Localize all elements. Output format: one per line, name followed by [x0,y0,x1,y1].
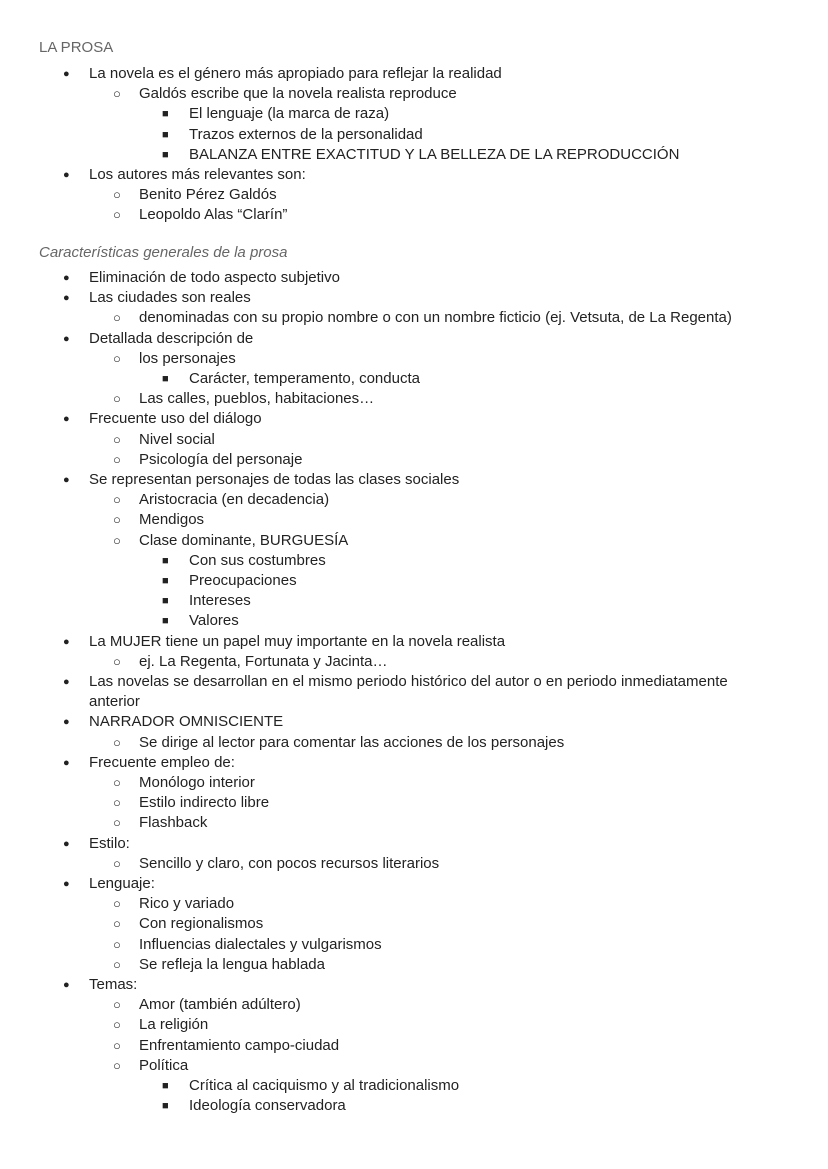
bullet-icon: ○ [113,350,121,366]
list-item-text: NARRADOR OMNISCIENTE [89,713,284,731]
list-item [113,389,375,409]
list-item [162,125,423,145]
list-item [63,409,262,429]
bullet-icon: ○ [113,815,121,831]
bullet-icon: ○ [113,451,121,467]
bullet-icon: ○ [113,653,121,669]
bullet-icon: ○ [113,795,121,811]
list-item-text: Crítica al caciquismo y al tradicionalismo [189,1077,460,1094]
bullet-icon: ○ [113,187,121,203]
list-item-text: Galdós escribe que la novela realista reproduce [139,85,457,103]
bullet-icon: ○ [113,956,121,972]
list-item [63,753,235,773]
list-item [63,975,138,995]
list-item-text: Los autores más relevantes son: [89,166,306,183]
list-item-text: Con regionalismos [139,915,264,933]
list-item [113,1015,209,1035]
list-item [63,268,340,288]
list-item-text: Frecuente empleo de: [89,753,235,771]
list-item [113,793,270,813]
bullet-icon: ■ [162,108,169,121]
bullet-icon: ○ [113,855,121,871]
list-item [162,104,390,124]
list-item-text: Se dirige al lector para comentar las acciones de los personajes [139,733,565,751]
list-item [162,145,680,165]
list-item [113,773,255,793]
bullet-icon: ○ [113,431,121,447]
bullet-icon: ● [63,413,70,426]
list-item-text: Carácter, temperamento, conducta [189,370,420,387]
list-item [113,652,388,672]
list-item [63,874,155,894]
list-item [63,329,254,349]
bullet-icon: ○ [113,1037,121,1053]
list-item-text: Temas: [89,976,138,993]
bullet-icon: ■ [162,575,169,587]
list-item-text: Se refleja la lengua hablada [139,955,325,973]
list-item-text: Intereses [189,592,251,610]
bullet-icon: ○ [113,207,121,223]
list-item-text: denominadas con su propio nombre o con un nombre ficticio (ej. Vetsuta, de La Regenta) [139,309,732,327]
list-item-text: Las ciudades son reales [89,289,251,307]
list-item [113,205,288,225]
bullet-icon: ● [63,272,70,284]
bullet-icon: ● [63,837,70,850]
bullet-icon: ● [63,68,70,80]
bullet-icon: ■ [162,148,169,161]
list-item-text: Estilo: [89,834,130,852]
list-item-text: Amor (también adúltero) [139,996,301,1014]
list-item-text: Frecuente uso del diálogo [89,410,262,428]
bullet-icon: ■ [162,1100,169,1113]
list-item-text: Estilo indirecto libre [139,794,270,812]
list-item-text: Benito Pérez Galdós [139,186,277,204]
list-item [162,571,297,591]
list-item [113,450,303,470]
list-item-text: La religión [139,1016,209,1034]
bullet-icon: ● [63,635,70,648]
bullet-icon: ● [63,676,70,688]
list-item-text: Monólogo interior [139,774,255,791]
list-item [113,185,277,205]
list-item-text: La MUJER tiene un papel muy importante en la novela realista [89,632,506,650]
bullet-icon: ■ [162,554,169,567]
list-item-text: Preocupaciones [189,572,297,589]
bullet-icon: ■ [162,615,169,628]
bullet-icon: ● [63,716,70,729]
list-item-text: Valores [189,612,239,630]
list-item [63,632,506,652]
list-item-text: Mendigos [139,511,205,529]
list-item [113,308,732,328]
list-item-text: Enfrentamiento campo-ciudad [139,1036,340,1054]
bullet-icon: ● [63,332,70,345]
bullet-icon: ● [63,169,70,181]
bullet-icon: ○ [113,896,121,912]
list-item-text: Eliminación de todo aspecto subjetivo [89,269,340,286]
list-item-text: los personajes [139,349,236,367]
page-title: LA PROSA [39,39,114,56]
list-item-text: Influencias dialectales y vulgarismos [139,935,382,953]
bullet-icon: ■ [162,128,169,141]
list-item [113,349,236,369]
list-item-text: Clase dominante, BURGUESÍA [139,531,349,549]
list-item-text: Rico y variado [139,895,235,913]
list-item [113,914,264,934]
bullet-icon: ● [63,878,70,890]
list-item-text: Psicología del personaje [139,450,303,468]
list-item-text: BALANZA ENTRE EXACTITUD Y LA BELLEZA DE LA REPRODUCCIÓN [189,145,680,163]
list-item [113,813,208,833]
list-item-text: Detallada descripción de [89,329,254,347]
list-item-text: Leopoldo Alas “Clarín” [139,206,288,224]
list-item-text: La novela es el género más apropiado para reflejar la realidad [89,65,502,82]
bullet-icon: ● [63,292,70,305]
bullet-icon: ■ [162,1080,169,1092]
list-item [113,531,349,551]
bullet-icon: ■ [162,373,169,385]
list-item [63,672,728,692]
list-item [63,712,284,732]
list-item [63,470,460,490]
bullet-icon: ○ [113,916,121,932]
list-item [113,1036,340,1056]
bullet-icon: ● [63,979,70,991]
list-item [113,935,382,955]
list-item [63,834,130,854]
bullet-icon: ■ [162,595,169,608]
list-item [63,288,251,308]
bullet-icon: ○ [113,492,121,508]
list-item-text: Nivel social [139,430,215,448]
bullet-icon: ● [63,756,70,769]
bullet-icon: ○ [113,532,121,548]
list-item [113,510,205,530]
list-item-text: Con sus costumbres [189,551,326,569]
list-item-text: Las calles, pueblos, habitaciones… [139,390,375,408]
list-item [113,955,325,975]
list-item-text: Sencillo y claro, con pocos recursos literarios [139,854,440,872]
list-item [89,692,140,712]
bullet-icon: ○ [113,1057,121,1073]
list-item [63,165,306,185]
list-item-text: Aristocracia (en decadencia) [139,491,330,509]
bullet-icon: ○ [113,734,121,750]
bullet-icon: ○ [113,310,121,326]
list-item [113,894,235,914]
bullet-icon: ○ [113,512,121,528]
list-item [113,854,440,874]
list-item-text: El lenguaje (la marca de raza) [189,105,390,123]
list-item [162,369,420,389]
list-item [113,430,215,450]
list-item [162,1096,346,1116]
bullet-icon: ○ [113,997,121,1013]
list-item [162,551,326,571]
list-item [162,1076,460,1096]
list-item-text: Ideología conservadora [189,1097,346,1115]
list-item-text: Flashback [139,814,208,832]
bullet-icon: ○ [113,86,121,102]
list-item [113,1056,189,1076]
bullet-icon: ○ [113,1017,121,1033]
list-item [113,733,565,753]
list-item-text: Trazos externos de la personalidad [189,125,423,143]
bullet-icon: ○ [113,391,121,407]
list-item [162,611,239,631]
list-item-text: ej. La Regenta, Fortunata y Jacinta… [139,652,388,670]
list-item [113,995,301,1015]
list-item-text: Política [139,1056,189,1074]
list-item [63,64,502,84]
bullet-icon: ○ [113,775,121,790]
list-item [113,490,330,510]
section-heading: Características generales de la prosa [39,244,288,261]
list-item [113,84,457,104]
list-item-text: anterior [89,693,140,711]
bullet-icon: ● [63,474,70,486]
list-item-text: Lenguaje: [89,875,155,892]
list-item-text: Las novelas se desarrollan en el mismo periodo histórico del autor o en periodo inmediatamente [89,673,728,690]
bullet-icon: ○ [113,936,121,952]
list-item-text: Se representan personajes de todas las clases sociales [89,471,460,488]
list-item [162,591,251,611]
